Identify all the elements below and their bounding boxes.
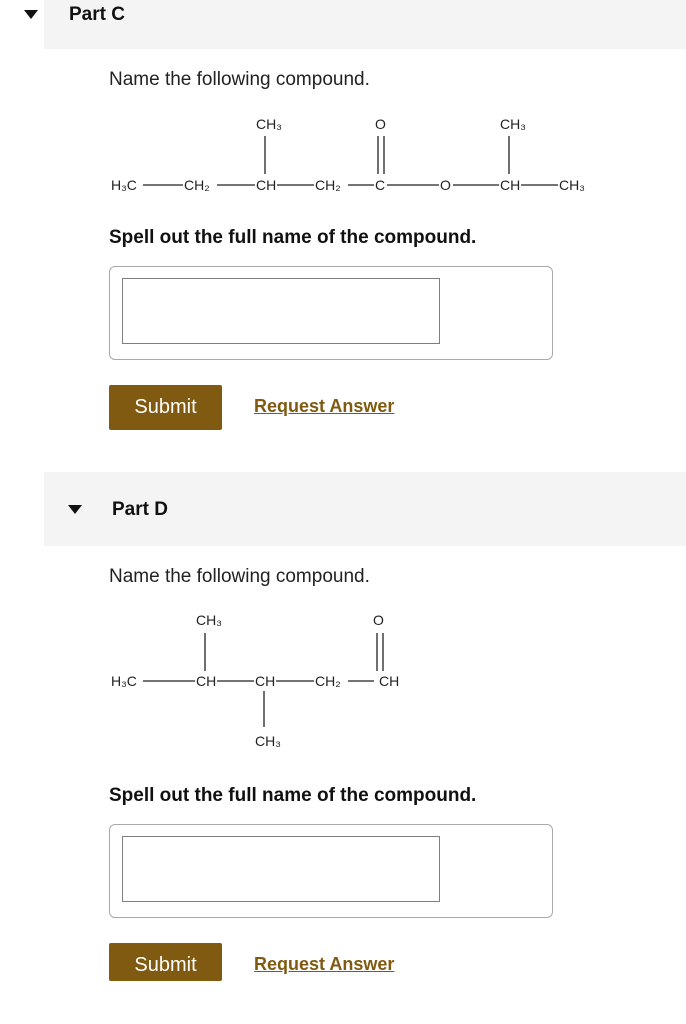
part-c-request-answer-link[interactable]: Request Answer [254,396,395,416]
part-d-answer-input[interactable] [122,836,440,902]
part-c-header[interactable] [44,0,686,49]
struct-ch-end: CH [379,673,400,689]
struct-ch-a: CH [196,673,217,689]
struct-ch2: CH₂ [315,673,341,689]
part-d-instruction: Spell out the full name of the compound. [109,785,477,806]
struct-ch3-b: CH₃ [500,116,526,132]
part-d-title: Part D [112,499,168,520]
struct-ch3-a: CH₃ [256,116,282,132]
struct-o-top: O [375,116,386,132]
struct-h3c: H₃C [111,177,137,193]
struct-ch3-end: CH₃ [559,177,585,193]
struct-ch-a: CH [256,177,277,193]
part-d-prompt: Name the following compound. [109,566,370,587]
struct-o: O [440,177,451,193]
part-c-instruction: Spell out the full name of the compound. [109,227,477,248]
struct-ch2-a: CH₂ [184,177,210,193]
part-d-structure [109,605,429,755]
struct-ch-b: CH [500,177,521,193]
part-c-answer-input[interactable] [122,278,440,344]
part-d-answer-container [109,824,553,918]
part-c-structure [109,110,609,205]
part-c-title: Part C [69,4,125,25]
part-d-request-answer-link[interactable]: Request Answer [254,954,395,974]
part-d-submit-button[interactable]: Submit [109,943,222,981]
struct-o-top: O [373,612,384,628]
struct-c: C [375,177,386,193]
struct-ch3-bottom: CH₃ [255,733,281,749]
struct-ch-b: CH [255,673,276,689]
part-c-submit-button[interactable]: Submit [109,385,222,430]
part-c-prompt: Name the following compound. [109,69,370,90]
part-c-answer-container [109,266,553,360]
caret-down-icon[interactable] [68,505,82,514]
struct-ch3-top: CH₃ [196,612,222,628]
struct-ch2-b: CH₂ [315,177,341,193]
struct-h3c: H₃C [111,673,137,689]
caret-down-icon[interactable] [24,10,38,19]
